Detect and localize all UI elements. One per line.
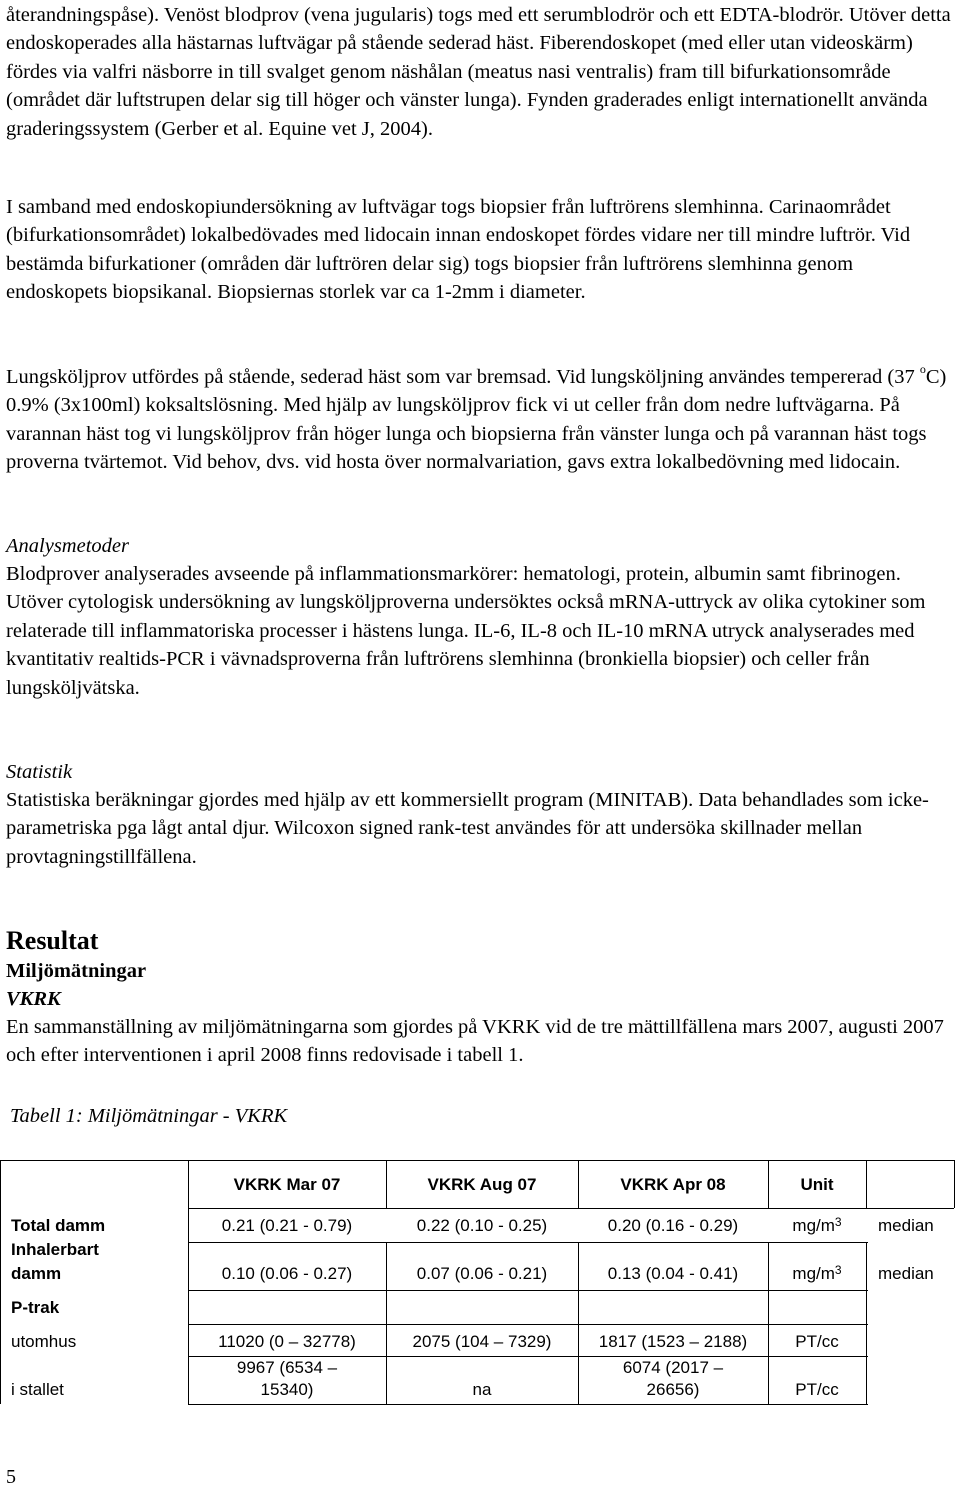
table-row-line-5: [188, 1404, 868, 1405]
unit-superscript: 3: [834, 1215, 842, 1229]
degree-superscript: o: [919, 362, 926, 376]
heading-statistik: Statistik: [6, 761, 73, 783]
col-header-aug07: VKRK Aug 07: [427, 1175, 537, 1194]
cell-stallet-aug07: na: [472, 1380, 492, 1399]
heading-miljomatningar: Miljömätningar: [6, 960, 147, 982]
cell-total-mar07: 0.21 (0.21 - 0.79): [221, 1216, 353, 1235]
col-header-mar07: VKRK Mar 07: [233, 1175, 341, 1194]
table-row-line-1: [188, 1242, 868, 1243]
cell-stallet-apr08-line1: 6074 (2017 –: [622, 1358, 724, 1377]
cell-inhal-aug07: 0.07 (0.06 - 0.21): [416, 1264, 548, 1283]
cell-inhal-apr08: 0.13 (0.04 - 0.41): [607, 1264, 739, 1283]
paragraph-vkrk: En sammanställning av miljömätningarna som gjordes på VKRK vid de tre mättillfällena mars 2007, augusti 2007 och efter interventionen i april 2008 finns redovisade i tabell 1.: [6, 1016, 944, 1067]
cell-total-aug07: 0.22 (0.10 - 0.25): [416, 1216, 548, 1235]
table-header-bottom: [188, 1208, 954, 1209]
row-label-inhalerbart-2: damm: [11, 1264, 62, 1283]
row-label-ptrak: P-trak: [11, 1298, 60, 1317]
unit-text: mg/m: [792, 1264, 835, 1283]
table-top-border: [0, 1160, 954, 1161]
paragraph-statistik: Statistiska beräkningar gjordes med hjälp av ett kommersiellt program (MINITAB). Data behandlades som icke-parametriska pga lågt antal djur. Wilcoxon signed rank-test användes för att undersöka skillnader mellan provtagningstillfällena.: [6, 789, 929, 868]
lavage-text-b: C) 0.9% (3x100ml) koksaltslösning. Med hjälp av lungsköljprov fick vi ut celler från dom nedre luftvägarna. På varannan häst tog vi lungsköljprov från höger lunga och biopsierna från vänster lunga och på varannan häst togs proverna tvärtemot. Vid behov, dvs. vid hosta över normalvariation, gavs extra lokalbedövning med lidocain.: [6, 366, 947, 474]
table-col-divider-5: [866, 1160, 867, 1208]
heading-resultat: Resultat: [6, 926, 99, 955]
paragraph-lavage: [6, 363, 956, 477]
cell-utomhus-aug07: 2075 (104 – 7329): [412, 1332, 552, 1351]
cell-utomhus-apr08: 1817 (1523 – 2188): [598, 1332, 748, 1351]
table-row-line-3: [188, 1324, 868, 1325]
lavage-text-a: Lungsköljprov utfördes på stående, sederad häst som var bremsad. Vid lungsköljning användes tempererad (37: [6, 366, 920, 388]
col-header-unit: Unit: [800, 1175, 834, 1194]
page-number: 5: [6, 1466, 16, 1488]
unit-superscript: 3: [834, 1263, 842, 1277]
cell-inhal-unit: [768, 1264, 866, 1284]
paragraph-biopsy: I samband med endoskopiundersökning av luftvägar togs biopsier från luftrörens slemhinna. Carinaområdet (bifurkationsområdet) lokalbedövades med lidocain innan endoskopet fördes vidare ner till mindre luftrör. Vid bestämda bifurkationer (områden där luftrören delar sig) togs biopsier från luftrörens slemhinna genom endoskopets biopsikanal. Biopsiernas storlek var ca 1-2mm i diameter.: [6, 196, 911, 304]
cell-utomhus-mar07: 11020 (0 – 32778): [218, 1332, 356, 1351]
row-label-inhalerbart-1: Inhalerbart: [11, 1240, 99, 1259]
table-row-line-2: [188, 1290, 868, 1291]
unit-text: mg/m: [792, 1216, 835, 1235]
col-header-apr08: VKRK Apr 08: [620, 1175, 726, 1194]
row-label-utomhus: utomhus: [11, 1332, 77, 1351]
heading-analysmetoder: Analysmetoder: [6, 535, 129, 557]
cell-inhal-note: median: [878, 1264, 934, 1283]
row-label-i-stallet: i stallet: [11, 1380, 64, 1399]
cell-inhal-mar07: 0.10 (0.06 - 0.27): [221, 1264, 353, 1283]
cell-stallet-mar07-line1: 9967 (6534 –: [236, 1358, 338, 1377]
table-col-divider-5b: [866, 1242, 867, 1404]
cell-stallet-apr08-line2: 26656): [646, 1380, 700, 1399]
paragraph-analys: Blodprover analyserades avseende på inflammationsmarkörer: hematologi, protein, albumin samt fibrinogen. Utöver cytologisk undersökning av lungsköljproverna undersöktes också mRNA-uttryck av olika cytokiner som relaterade till inflammatoriska processer i hästens lunga. IL-6, IL-8 och IL-10 mRNA utryck analyserades med kvantitativ realtids-PCR i vävnadsproverna från luftrörens slemhinna (bronkiella biopsier) och celler från lungsköljvätska.: [6, 563, 926, 699]
paragraph-procedure: återandningspåse). Venöst blodprov (vena jugularis) togs med ett serumblodrör och ett EDTA-blodrör. Utöver detta endoskoperades alla hästarnas luftvägar på stående sederad häst. Fiberendoskopet (med eller utan videoskärm) fördes via valfri näsborre in till svalget genom näshålan (meatus nasi ventralis) fram till bifurkationsområde (området där luftstrupen delar sig till höger och vänster lunga). Fynden graderades enligt internationellt använda graderingssystem (Gerber et al. Equine vet J, 2004).: [6, 4, 951, 140]
cell-stallet-mar07-line2: 15340): [260, 1380, 314, 1399]
table-right-border: [954, 1160, 955, 1208]
table-row-line-4: [188, 1356, 868, 1357]
cell-utomhus-unit: PT/cc: [795, 1332, 839, 1351]
cell-total-apr08: 0.20 (0.16 - 0.29): [607, 1216, 739, 1235]
table-caption: Tabell 1: Miljömätningar - VKRK: [10, 1105, 288, 1127]
cell-total-unit: [768, 1216, 866, 1236]
heading-vkrk: VKRK: [6, 988, 61, 1010]
cell-total-note: median: [878, 1216, 934, 1235]
cell-stallet-unit: PT/cc: [795, 1380, 839, 1399]
row-label-total-damm: Total damm: [11, 1216, 106, 1235]
environment-table: [0, 1160, 954, 1408]
table-left-border: [0, 1160, 1, 1404]
